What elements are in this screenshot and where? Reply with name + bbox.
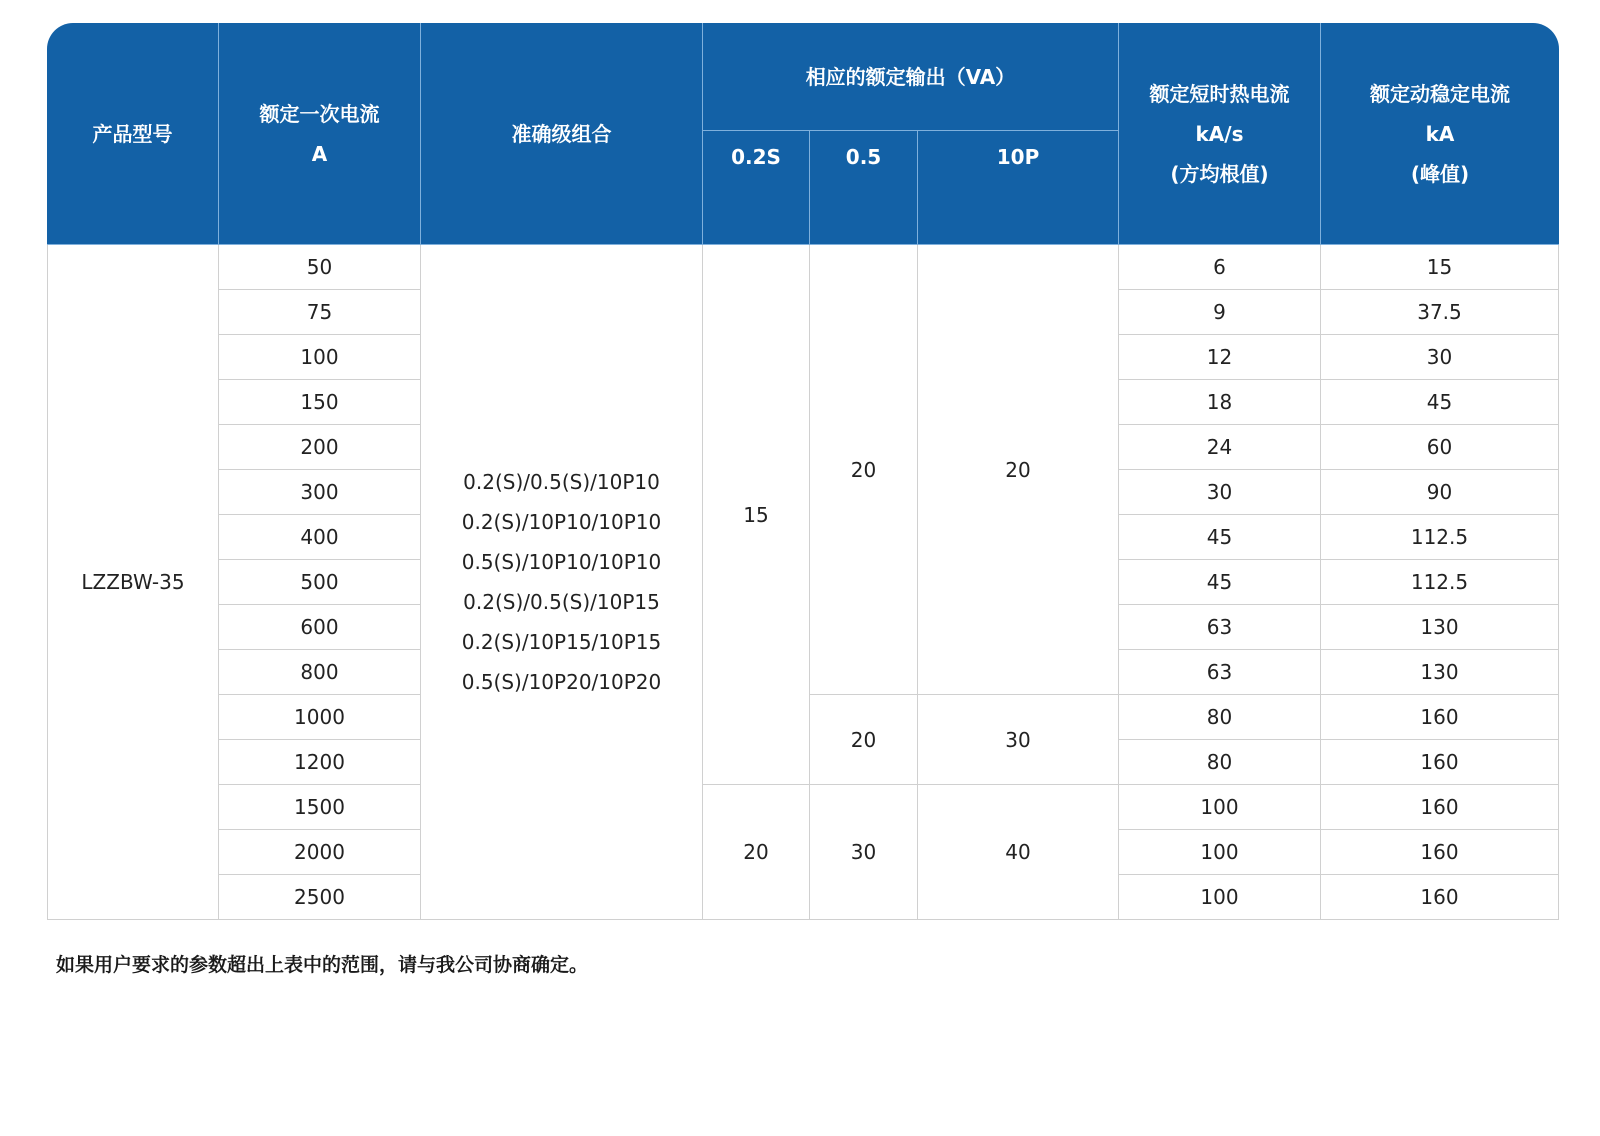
- combo-line: 0.5(S)/10P20/10P20: [461, 670, 662, 694]
- cell-dynamic: 15: [1321, 245, 1559, 290]
- cell-current: 400: [219, 515, 421, 560]
- cell-dynamic: 45: [1321, 380, 1559, 425]
- cell-thermal: 12: [1119, 335, 1321, 380]
- header-output-0-5: 0.5: [810, 131, 918, 245]
- cell-current: 100: [219, 335, 421, 380]
- cell-current: 2500: [219, 875, 421, 920]
- cell-current: 500: [219, 560, 421, 605]
- header-thermal-current: [1119, 23, 1321, 245]
- cell-dynamic: 160: [1321, 875, 1559, 920]
- cell-dynamic: 112.5: [1321, 515, 1559, 560]
- cell-thermal: 63: [1119, 605, 1321, 650]
- cell-dynamic: 160: [1321, 695, 1559, 740]
- header-dynamic-current-label: 额定动稳定电流: [1370, 81, 1510, 106]
- cell-current: 1500: [219, 785, 421, 830]
- header-rated-output: 相应的额定输出（VA）: [703, 23, 1119, 131]
- cell-dynamic: 130: [1321, 605, 1559, 650]
- cell-dynamic: 30: [1321, 335, 1559, 380]
- cell-dynamic: 160: [1321, 785, 1559, 830]
- header-dynamic-current-unit: kA: [1425, 121, 1455, 146]
- cell-thermal: 100: [1119, 875, 1321, 920]
- cell-output-10p-c: 40: [918, 785, 1119, 920]
- cell-thermal: 18: [1119, 380, 1321, 425]
- combo-line: 0.5(S)/10P10/10P10: [461, 550, 662, 574]
- cell-current: 75: [219, 290, 421, 335]
- cell-thermal: 24: [1119, 425, 1321, 470]
- cell-dynamic: 37.5: [1321, 290, 1559, 335]
- header-dynamic-current-note: (峰值): [1410, 161, 1470, 186]
- cell-current: 150: [219, 380, 421, 425]
- header-output-0-2s: 0.2S: [703, 131, 810, 245]
- cell-output-0-5-c: 30: [810, 785, 918, 920]
- cell-thermal: 45: [1119, 560, 1321, 605]
- cell-current: 300: [219, 470, 421, 515]
- cell-thermal: 80: [1119, 740, 1321, 785]
- cell-thermal: 9: [1119, 290, 1321, 335]
- cell-thermal: 6: [1119, 245, 1321, 290]
- header-dynamic-current: [1321, 23, 1559, 245]
- cell-accuracy-combinations: [421, 245, 703, 920]
- header-thermal-current-note: (方均根值): [1170, 161, 1269, 186]
- spec-table: [47, 23, 1559, 920]
- cell-thermal: 100: [1119, 785, 1321, 830]
- header-rated-primary-current-label: 额定一次电流: [259, 101, 380, 126]
- cell-thermal: 80: [1119, 695, 1321, 740]
- cell-dynamic: 130: [1321, 650, 1559, 695]
- cell-output-10p-b: 30: [918, 695, 1119, 785]
- header-rated-primary-current: [219, 23, 421, 245]
- cell-dynamic: 112.5: [1321, 560, 1559, 605]
- cell-output-0-5-b: 20: [810, 695, 918, 785]
- cell-current: 2000: [219, 830, 421, 875]
- cell-model: LZZBW-35: [47, 245, 219, 920]
- header-output-10p: 10P: [918, 131, 1119, 245]
- cell-thermal: 100: [1119, 830, 1321, 875]
- cell-dynamic: 160: [1321, 740, 1559, 785]
- combo-line: 0.2(S)/0.5(S)/10P10: [463, 470, 660, 494]
- combo-line: 0.2(S)/10P15/10P15: [461, 630, 662, 654]
- cell-thermal: 63: [1119, 650, 1321, 695]
- cell-dynamic: 90: [1321, 470, 1559, 515]
- header-rated-primary-current-unit: A: [311, 141, 328, 166]
- cell-dynamic: 160: [1321, 830, 1559, 875]
- cell-thermal: 45: [1119, 515, 1321, 560]
- header-accuracy-combination: 准确级组合: [421, 23, 703, 245]
- spec-table-container: [47, 23, 1559, 920]
- cell-current: 600: [219, 605, 421, 650]
- header-thermal-current-label: 额定短时热电流: [1149, 81, 1290, 106]
- cell-output-0-5-a: 20: [810, 245, 918, 695]
- header-thermal-current-unit: kA/s: [1195, 121, 1244, 146]
- cell-output-10p-a: 20: [918, 245, 1119, 695]
- cell-output-0-2s-b: 20: [703, 785, 810, 920]
- cell-current: 800: [219, 650, 421, 695]
- cell-current: 50: [219, 245, 421, 290]
- cell-output-0-2s-a: 15: [703, 245, 810, 785]
- combo-line: 0.2(S)/0.5(S)/10P15: [463, 590, 660, 614]
- header-product-model: 产品型号: [47, 23, 219, 245]
- cell-dynamic: 60: [1321, 425, 1559, 470]
- cell-current: 1200: [219, 740, 421, 785]
- cell-current: 200: [219, 425, 421, 470]
- cell-thermal: 30: [1119, 470, 1321, 515]
- cell-current: 1000: [219, 695, 421, 740]
- combo-line: 0.2(S)/10P10/10P10: [461, 510, 662, 534]
- footnote: 如果用户要求的参数超出上表中的范围，请与我公司协商确定。: [56, 954, 589, 976]
